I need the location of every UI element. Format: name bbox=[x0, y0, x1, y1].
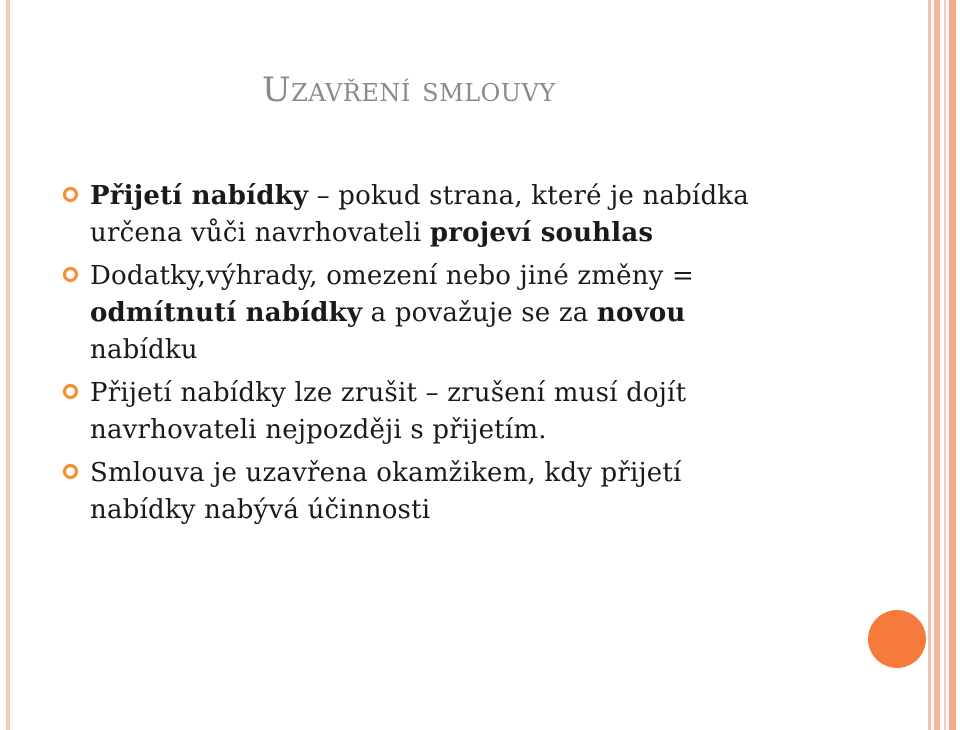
bullet-text bbox=[90, 258, 790, 369]
bullet-text bbox=[90, 178, 790, 252]
bold-phrase: Přijetí nabídky bbox=[90, 181, 309, 211]
bullet-item bbox=[60, 178, 790, 252]
decorative-stripe bbox=[934, 0, 940, 730]
text-run: Dodatky,výhrady, omezení nebo jiné změny = bbox=[90, 261, 695, 291]
text-run: – pokud strana, které je nabídka určena vůči navrhovateli bbox=[90, 181, 749, 248]
decorative-stripe bbox=[949, 0, 956, 730]
bullet-item bbox=[60, 258, 790, 369]
bullet-text bbox=[90, 375, 790, 449]
bullet-ring-icon bbox=[62, 383, 79, 400]
text-run: nabídku bbox=[90, 335, 198, 365]
left-border bbox=[6, 0, 10, 730]
decorative-stripe bbox=[928, 0, 931, 730]
bullet-item bbox=[60, 375, 790, 449]
bullet-text bbox=[90, 455, 790, 529]
bullet-ring-icon bbox=[62, 266, 79, 283]
text-run: Smlouva je uzavřena okamžikem, kdy přijetí nabídky nabývá účinnosti bbox=[90, 458, 682, 525]
bullet-ring-icon bbox=[62, 463, 79, 480]
decorative-circle bbox=[868, 610, 926, 668]
bullet-ring-icon bbox=[62, 186, 79, 203]
bullet-list bbox=[60, 178, 790, 535]
bold-phrase: projeví souhlas bbox=[429, 218, 654, 248]
bold-phrase: novou bbox=[596, 298, 686, 328]
text-run: Přijetí nabídky lze zrušit – zrušení musí dojít navrhovateli nejpozději s přijetím. bbox=[90, 378, 687, 445]
bold-phrase: odmítnutí nabídky bbox=[90, 298, 363, 328]
bullet-item bbox=[60, 455, 790, 529]
decorative-stripe bbox=[944, 0, 946, 730]
slide-title: Uzavření smlouvy bbox=[262, 70, 556, 110]
text-run: a považuje se za bbox=[362, 298, 597, 328]
